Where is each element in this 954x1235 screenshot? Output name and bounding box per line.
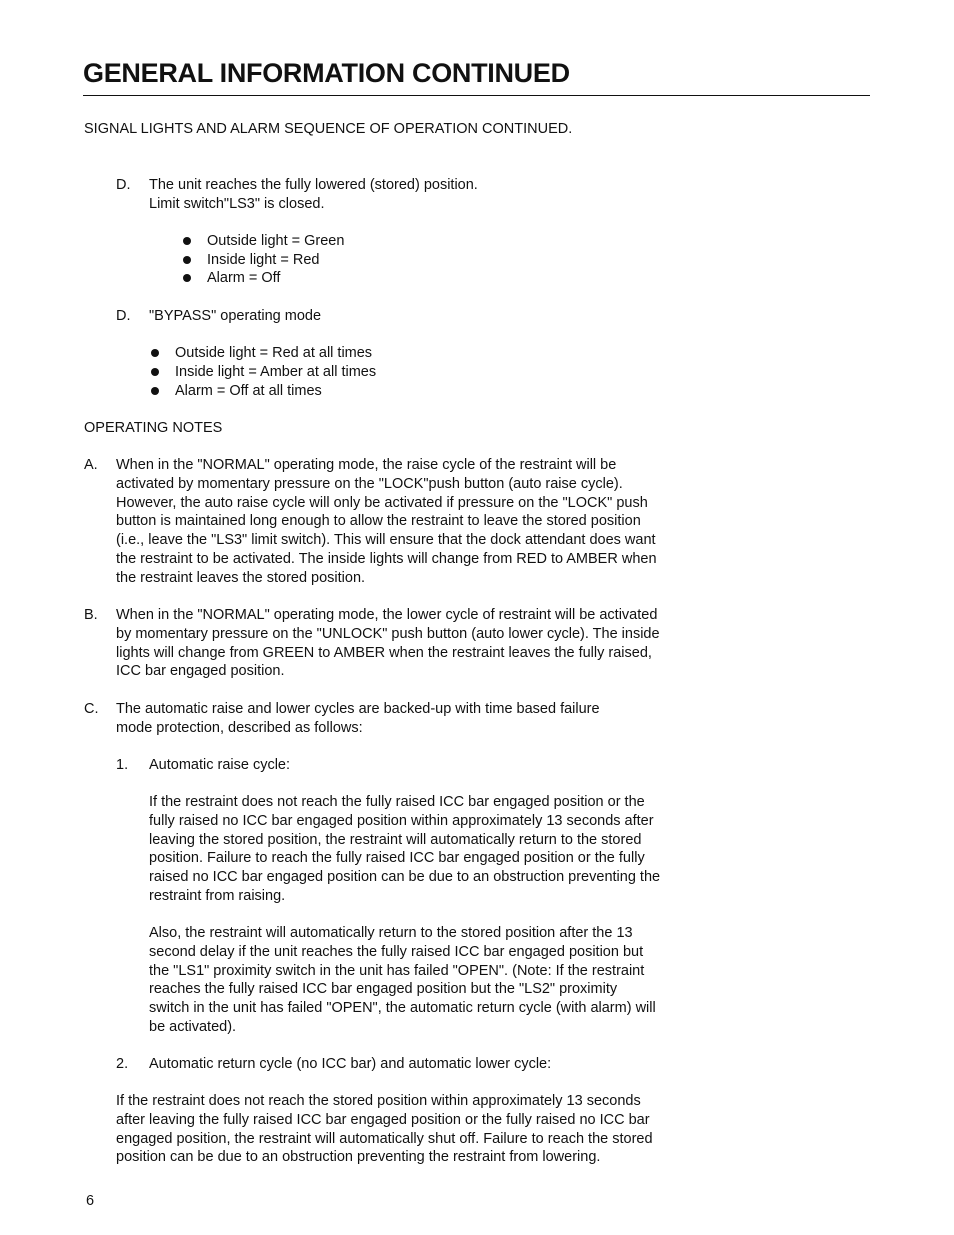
item-d1-line2: Limit switch"LS3" is closed. [149, 196, 325, 212]
note-c-label: C. [84, 701, 99, 717]
sub1-title: Automatic raise cycle: [149, 757, 291, 773]
page-title: GENERAL INFORMATION CONTINUED [83, 58, 570, 88]
bullet-dot [151, 387, 159, 395]
note-b-text: When in the "NORMAL" operating mode, the lower cycle of restraint will be activated by momentary pressure on the "UNLOCK" push button (auto lower cycle). The inside lights will change from GREEN to AMBER when the restraint leaves the fully raised, ICC bar engaged position. [116, 607, 660, 680]
sub1-paragraph-1: If the restraint does not reach the fully raised ICC bar engaged position or the fully raised no ICC bar engaged position within approximately 13 seconds after leaving the stored position, the restraint will automatically return to the stored position. Failure to reach the fully raised ICC bar engaged position or the fully raised no ICC bar engaged position can be due to an obstruction preventing the restraint from raising. [149, 794, 661, 904]
bullet-dot [151, 349, 159, 357]
note-a-label: A. [84, 457, 98, 473]
title-divider [83, 95, 870, 96]
bullet-dot [183, 237, 191, 245]
note-b-label: B. [84, 607, 98, 623]
sub1-paragraph-2: Also, the restraint will automatically return to the stored position after the 13 second delay if the unit reaches the fully raised ICC bar engaged position but the "LS1" proximity switch in the unit has failed "OPEN". (Note: If the restraint reaches the fully raised ICC bar engaged position but the "LS2" proximity switch in the unit has failed "OPEN", the automatic return cycle (with alarm) will be activated). [149, 925, 656, 1035]
item-d1-bullet-text: Inside light = Red [207, 252, 320, 268]
item-d1-bullet-text: Outside light = Green [207, 233, 345, 249]
sub2-title: Automatic return cycle (no ICC bar) and automatic lower cycle: [149, 1056, 552, 1072]
item-d2-bullet-text: Alarm = Off at all times [175, 383, 322, 399]
sub2-paragraph: If the restraint does not reach the stored position within approximately 13 seconds after leaving the fully raised ICC bar engaged position or the fully raised no ICC bar engaged position, the restraint will automatically shut off. Failure to reach the stored position can be due to an obstruction preventing the restraint from lowering. [116, 1093, 653, 1166]
bullet-dot [151, 368, 159, 376]
item-d1-line1: The unit reaches the fully lowered (stored) position. [149, 177, 478, 193]
item-d2-bullet-text: Inside light = Amber at all times [175, 364, 377, 380]
bullet-dot [183, 274, 191, 282]
sub1-label: 1. [116, 757, 129, 773]
bullet-dot [183, 256, 191, 264]
item-d2-text: "BYPASS" operating mode [149, 308, 322, 324]
page-number: 6 [86, 1193, 95, 1209]
item-d1-label: D. [116, 177, 131, 193]
note-c-text: The automatic raise and lower cycles are backed-up with time based failure mode protection, described as follows: [116, 701, 600, 736]
sub2-label: 2. [116, 1056, 129, 1072]
item-d2-label: D. [116, 308, 131, 324]
note-a-text: When in the "NORMAL" operating mode, the raise cycle of the restraint will be activated by momentary pressure on the "LOCK"push button (auto raise cycle). However, the auto raise cycle will only be activated if pressure on the "LOCK" push button is maintained long enough to allow the restraint to leave the stored position (i.e., leave the "LS3" limit switch). This will ensure that the dock attendant does want the restraint to be activated. The inside lights will change from RED to AMBER when the restraint leaves the stored position. [116, 457, 657, 586]
item-d1-bullet-text: Alarm = Off [207, 270, 281, 286]
operating-notes-heading: OPERATING NOTES [84, 420, 223, 436]
section-heading: SIGNAL LIGHTS AND ALARM SEQUENCE OF OPERATION CONTINUED. [84, 121, 573, 137]
item-d2-bullet-text: Outside light = Red at all times [175, 345, 373, 361]
